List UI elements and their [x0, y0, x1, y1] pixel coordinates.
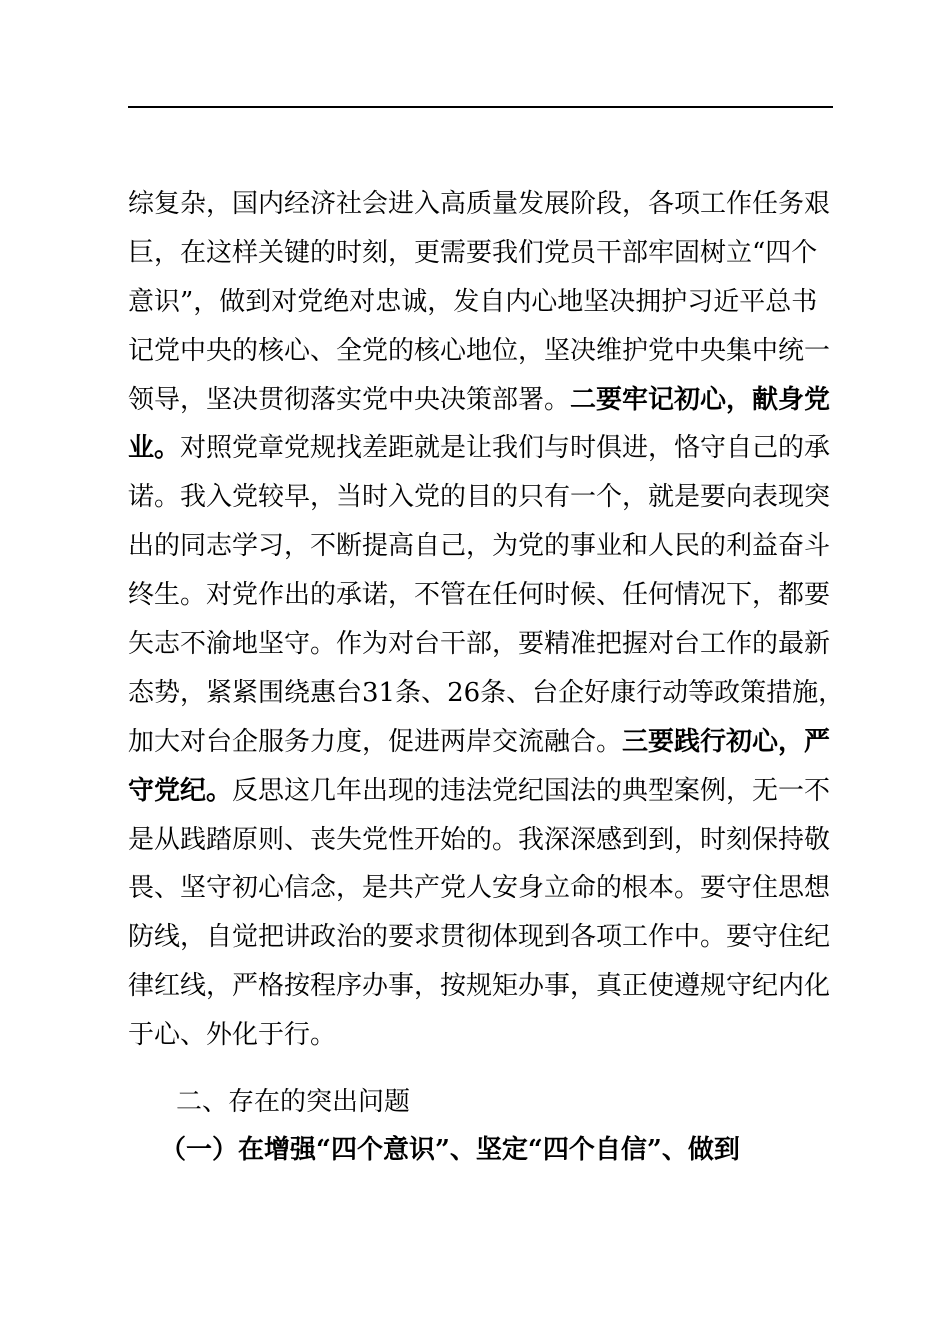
text-line — [128, 962, 833, 1011]
line-text: 加大对台企服务力度，促进两岸交流融合。 — [128, 726, 623, 757]
line-text: 诺。我入党较早，当时入党的目的只有一个，就是要向表现突 — [128, 482, 831, 513]
text-line — [128, 327, 833, 376]
text-line — [128, 816, 833, 865]
bold-point-heading: 三要践行初心，严 — [622, 726, 831, 757]
line-text: 防线，自觉把讲政治的要求贯彻体现到各项工作中。要守住纪 — [128, 922, 831, 953]
line-text: 记党中央的核心、全党的核心地位，坚决维护党中央集中统一 — [128, 335, 831, 366]
line-text: 畏、坚守初心信念，是共产党人安身立命的根本。要守住思想 — [128, 873, 831, 904]
line-text: 意识”，做到对党绝对忠诚，发自内心地坚决拥护习近平总书 — [128, 286, 818, 317]
bold-point-heading: 二要牢记初心，献身党 — [570, 384, 831, 415]
text-line — [128, 278, 833, 327]
line-text: 领导，坚决贯彻落实党中央决策部署。 — [128, 384, 571, 415]
text-line — [128, 424, 833, 473]
line-text: 于心、外化于行。 — [128, 1020, 337, 1051]
line-text: 对照党章党规找差距就是让我们与时俱进，恪守自己的承 — [180, 433, 831, 464]
text-line — [128, 767, 833, 816]
bold-point-heading: 守党纪。 — [128, 775, 233, 806]
bold-point-heading: 业。 — [128, 433, 181, 464]
section-heading: 二、存在的突出问题 — [176, 1087, 411, 1117]
line-text: 态势，紧紧围绕惠台31条、26条、台企好康行动等政策措施， — [128, 677, 845, 708]
text-line — [128, 229, 833, 278]
text-line — [128, 571, 833, 620]
line-text: 综复杂，国内经济社会进入高质量发展阶段，各项工作任务艰 — [128, 189, 831, 219]
line-text: 巨，在这样关键的时刻，更需要我们党员干部牢固树立“四个 — [128, 237, 818, 268]
text-line — [128, 522, 833, 571]
line-text: 反思这几年出现的违法党纪国法的典型案例，无一不 — [232, 775, 831, 806]
text-line — [128, 669, 845, 718]
text-line — [128, 864, 833, 913]
header-rule — [128, 106, 833, 108]
line-text: 矢志不渝地坚守。作为对台干部，要精准把握对台工作的最新 — [128, 629, 831, 660]
line-text: 终生。对党作出的承诺，不管在任何时候、任何情况下，都要 — [128, 580, 831, 611]
text-line — [128, 473, 833, 522]
body-paragraph — [128, 180, 845, 1060]
text-line — [128, 913, 833, 962]
subsection-heading: （一）在增强“四个意识”、坚定“四个自信”、做到 — [160, 1135, 740, 1165]
text-line — [128, 1011, 833, 1060]
line-text: 律红线，严格按程序办事，按规矩办事，真正使遵规守纪内化 — [128, 971, 831, 1002]
text-line — [128, 180, 833, 229]
line-text: 出的同志学习，不断提高自己，为党的事业和人民的利益奋斗 — [128, 531, 831, 562]
text-line — [128, 376, 833, 425]
line-text: 是从践踏原则、丧失党性开始的。我深深感到到，时刻保持敬 — [128, 824, 831, 855]
text-line — [128, 620, 833, 669]
text-line — [128, 718, 833, 767]
